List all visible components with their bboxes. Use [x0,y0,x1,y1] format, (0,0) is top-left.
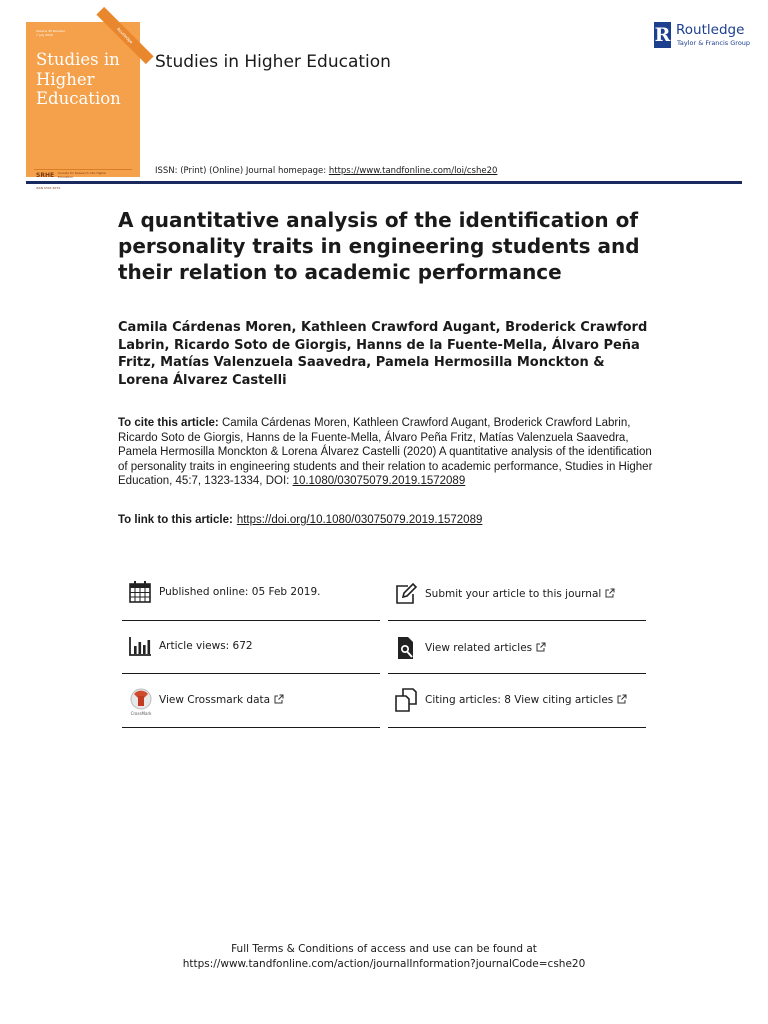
citation-block [118,416,653,489]
article-title: A quantitative analysis of the identification of personality traits in engineering students and their relation to academic performance [118,208,640,284]
cover-divider [34,169,132,170]
crossmark-icon [128,688,152,716]
article-authors: Camila Cárdenas Moren, Kathleen Crawford Augant, Broderick Crawford Labrin, Ricardo Soto de Giorgis, Hanns de la Fuente-Mella, Álvaro Peña Fritz, Matías Valenzuela Saavedra, Pamela Hermosilla Monckton & Lorena Álvarez Castelli [118,320,648,388]
publisher-name: Routledge [676,22,745,38]
header-rule [26,181,742,184]
external-link-icon [605,588,615,601]
grid-divider [388,620,646,621]
article-link-line [118,514,718,526]
external-link-icon [274,694,284,707]
grid-divider [388,673,646,674]
cover-society-logo: SRHE [36,172,55,179]
citing-articles-icon [394,688,418,712]
article-doi-link[interactable]: https://doi.org/10.1080/03075079.2019.1572089 [236,514,483,526]
journal-cover-image [26,22,140,190]
bar-chart-icon [128,634,152,658]
external-link-icon [536,642,546,655]
crossmark-link[interactable] [159,694,284,707]
related-search-icon [394,636,418,660]
footer-terms-text: Full Terms & Conditions of access and use can be found at [231,943,537,955]
cover-ribbon: Routledge [96,7,153,64]
citation-text: Camila Cárdenas Moren, Kathleen Crawford Augant, Broderick Crawford Labrin, Ricardo Soto de Giorgis, Hanns de la Fuente-Mella, Álvaro Peña Fritz, Matías Valenzuela Saavedra, Pamela Hermosilla Monckton & Lorena Álvarez Castelli (2020) A quantitative analysis of the identification of personality traits in engineering students and their relation to academic performance, Studies in Higher Education, 45:7, 1323-1334, DOI: [118,417,653,488]
cover-title: Studies in Higher Education [36,50,121,108]
crossmark-logo-text: CrossMark [130,711,152,716]
submit-article-link[interactable] [425,588,615,601]
edit-icon [394,582,418,606]
link-label: To link to this article: [118,514,233,526]
cover-issn: ISSN 0307-5079 [36,186,61,190]
grid-divider [122,673,380,674]
related-articles-label: View related articles [425,642,533,654]
related-articles-link[interactable] [425,642,546,655]
article-views-cell [122,622,380,674]
submit-article-label: Submit your article to this journal [425,588,602,600]
grid-divider [122,727,380,728]
citation-doi-link[interactable]: 10.1080/03075079.2019.1572089 [292,475,466,488]
citing-articles-link[interactable] [425,694,627,707]
crossmark-label: View Crossmark data [159,694,271,706]
grid-divider [388,727,646,728]
issn-line [155,166,497,176]
citing-articles-cell[interactable] [388,676,646,728]
submit-article-cell[interactable] [388,570,646,622]
publisher-logo-icon: R [654,24,671,46]
citation-label: To cite this article: [118,417,219,429]
journal-homepage-link[interactable]: https://www.tandfonline.com/loi/cshe20 [328,166,498,176]
cover-volume-text: Volume 45 Number 7 July 2020 [36,29,65,37]
grid-divider [122,620,380,621]
citing-articles-label: Citing articles: 8 View citing articles [425,694,614,706]
journal-title: Studies in Higher Education [155,52,391,72]
cover-society-name: Society for Research into Higher Education [58,171,107,179]
issn-label: ISSN: (Print) (Online) Journal homepage: [155,166,329,176]
crossmark-cell[interactable] [122,676,380,728]
footer [0,942,768,972]
footer-terms-link[interactable]: https://www.tandfonline.com/action/journalInformation?journalCode=cshe20 [182,958,586,970]
published-date: Published online: 05 Feb 2019. [159,586,321,598]
publisher-group: Taylor & Francis Group [677,39,751,47]
external-link-icon [617,694,627,707]
published-cell [122,568,380,620]
calendar-icon [128,580,152,604]
article-views: Article views: 672 [159,640,253,652]
related-articles-cell[interactable] [388,624,646,676]
